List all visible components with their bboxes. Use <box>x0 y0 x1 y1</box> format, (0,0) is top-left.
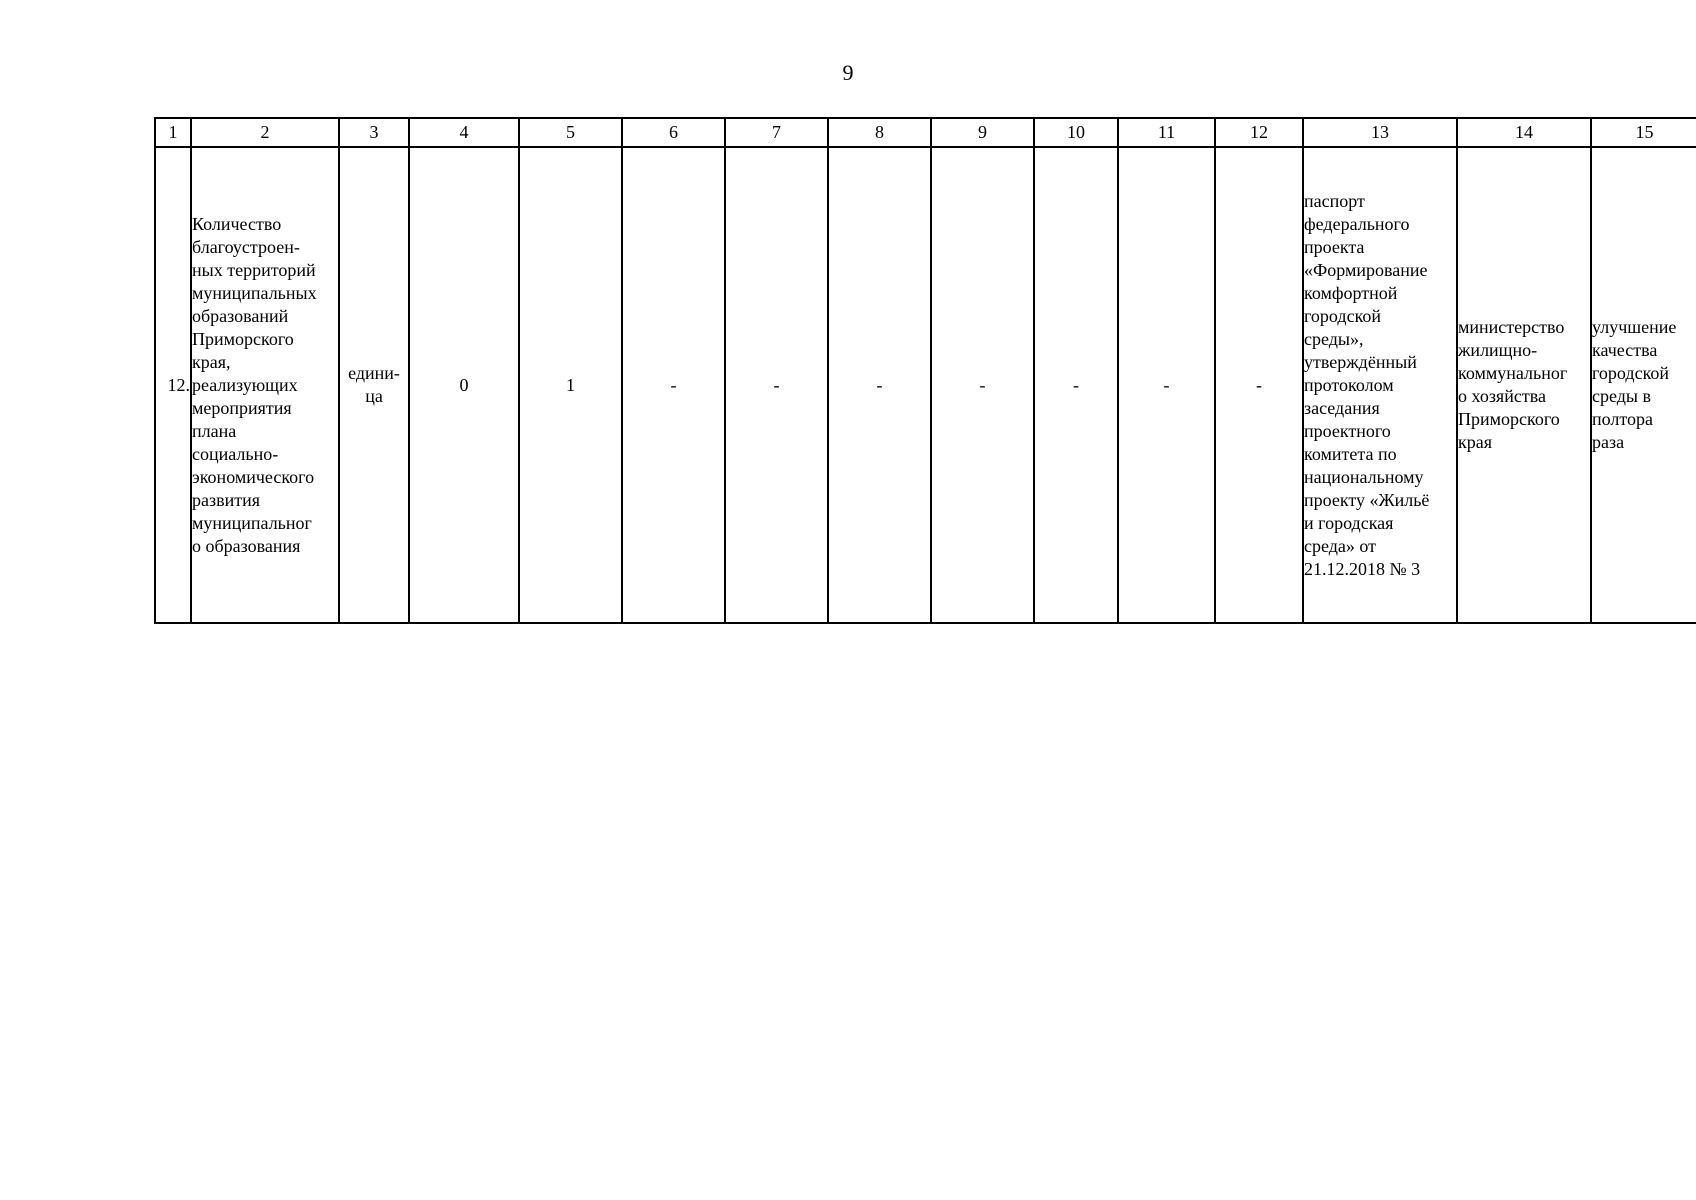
text-line: коммунальног <box>1458 363 1568 383</box>
value-col-11: - <box>1118 147 1215 623</box>
value-col-5: 1 <box>519 147 622 623</box>
text-line: полтора <box>1592 409 1653 429</box>
text-line: развития <box>192 489 261 510</box>
value-col-10: - <box>1034 147 1118 623</box>
column-header-11: 11 <box>1118 118 1215 147</box>
text-line: среды в <box>1592 386 1651 406</box>
text-line: улучшение <box>1592 317 1677 337</box>
text-line: среда» от <box>1304 535 1377 556</box>
responsible-body <box>1457 147 1591 623</box>
text-line: о образования <box>192 535 301 556</box>
text-line: ных территорий <box>192 259 316 280</box>
column-header-10: 10 <box>1034 118 1118 147</box>
text-line: мероприятия <box>192 397 292 418</box>
text-line: проектного <box>1304 420 1391 441</box>
value-col-6: - <box>622 147 725 623</box>
page-number: 9 <box>842 60 854 85</box>
value-col-9: - <box>931 147 1034 623</box>
text-line: едини- <box>348 363 400 383</box>
text-line: Приморского <box>192 328 294 349</box>
text-line: образований <box>192 305 289 326</box>
column-header-1: 1 <box>155 118 191 147</box>
text-line: и городская <box>1304 512 1394 533</box>
value-col-12: - <box>1215 147 1303 623</box>
text-line: ца <box>365 386 383 406</box>
column-header-4: 4 <box>409 118 519 147</box>
column-header-14: 14 <box>1457 118 1591 147</box>
text-line: края <box>1458 432 1493 452</box>
column-header-15: 15 <box>1591 118 1696 147</box>
text-line: раза <box>1592 432 1625 452</box>
text-line: городской <box>1592 363 1670 383</box>
text-line: 21.12.2018 № 3 <box>1304 558 1421 579</box>
text-line: паспорт <box>1304 190 1365 211</box>
expected-result <box>1591 147 1696 623</box>
text-line: жилищно- <box>1458 340 1538 360</box>
column-header-12: 12 <box>1215 118 1303 147</box>
column-header-7: 7 <box>725 118 828 147</box>
table-row <box>155 147 1696 623</box>
text-line: среды», <box>1304 328 1364 349</box>
unit-cell <box>339 147 409 623</box>
text-line: Приморского <box>1458 409 1560 429</box>
column-header-3: 3 <box>339 118 409 147</box>
value-col-8: - <box>828 147 931 623</box>
indicator-name <box>191 147 339 623</box>
text-line: «Формирование <box>1304 259 1428 280</box>
column-header-2: 2 <box>191 118 339 147</box>
text-line: национальному <box>1304 466 1424 487</box>
column-header-6: 6 <box>622 118 725 147</box>
column-header-9: 9 <box>931 118 1034 147</box>
source-document <box>1303 147 1457 623</box>
text-line: социально- <box>192 443 279 464</box>
text-line: экономического <box>192 466 315 487</box>
text-line: о хозяйства <box>1458 386 1546 406</box>
text-line: края, <box>192 351 231 372</box>
indicators-table <box>154 117 1696 624</box>
text-line: муниципальных <box>192 282 317 303</box>
header-row <box>155 118 1696 147</box>
text-line: проекту «Жильё <box>1304 489 1430 510</box>
text-line: муниципальног <box>192 512 312 533</box>
row-number: 12. <box>155 147 191 623</box>
text-line: реализующих <box>192 374 298 395</box>
text-line: комфортной <box>1304 282 1398 303</box>
text-line: комитета по <box>1304 443 1397 464</box>
text-line: заседания <box>1304 397 1380 418</box>
value-col-7: - <box>725 147 828 623</box>
text-line: проекта <box>1304 236 1365 257</box>
column-header-8: 8 <box>828 118 931 147</box>
text-line: Количество <box>192 213 282 234</box>
text-line: плана <box>192 420 237 441</box>
text-line: благоустроен- <box>192 236 300 257</box>
text-line: федерального <box>1304 213 1410 234</box>
column-header-13: 13 <box>1303 118 1457 147</box>
text-line: протоколом <box>1304 374 1394 395</box>
text-line: министерство <box>1458 317 1565 337</box>
text-line: качества <box>1592 340 1658 360</box>
column-header-5: 5 <box>519 118 622 147</box>
text-line: городской <box>1304 305 1382 326</box>
text-line: утверждённый <box>1304 351 1417 372</box>
value-col-4: 0 <box>409 147 519 623</box>
